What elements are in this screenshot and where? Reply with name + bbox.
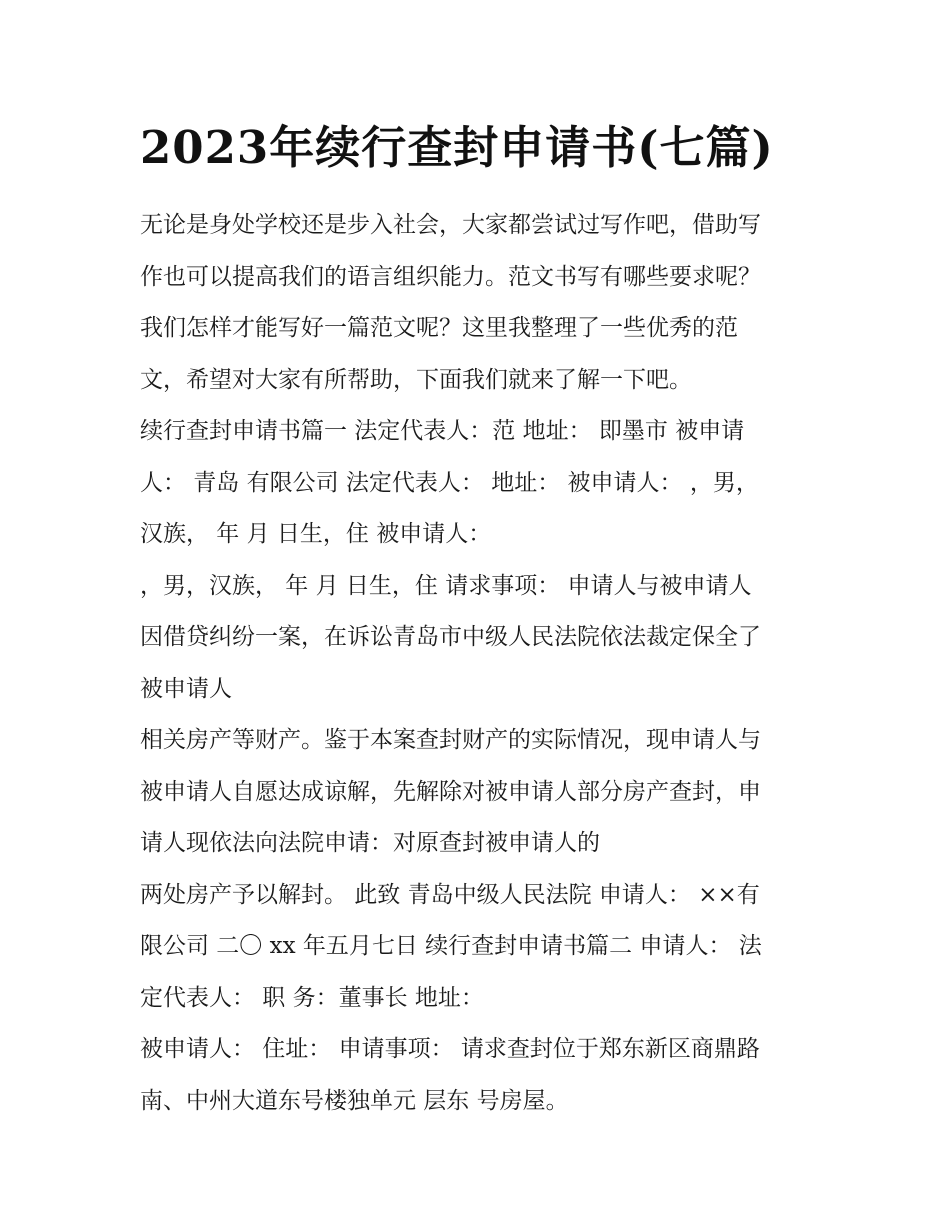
body-line: 无论是身处学校还是步入社会，大家都尝试过写作吧，借助写 [140,212,761,238]
body-line: 限公司 二〇 xx 年五月七日 续行查封申请书篇二 申请人： 法 [140,933,762,959]
body-line: 人： 青岛 有限公司 法定代表人： 地址： 被申请人： ，男， [140,469,759,496]
body-line: 两处房产予以解封。 此致 青岛中级人民法院 申请人： ××有 [140,881,760,908]
body-line: 被申请人： 住址： 申请事项： 请求查封位于郑东新区商鼎路 [140,1036,760,1062]
body-line: 文，希望对大家有所帮助，下面我们就来了解一下吧。 [140,366,692,393]
body-line: 作也可以提高我们的语言组织能力。范文书写有哪些要求呢？ [140,263,761,290]
body-line: 续行查封申请书篇一 法定代表人：范 地址： 即墨市 被申请 [140,418,745,444]
body-line: 被申请人 [140,675,232,702]
body-line: 被申请人自愿达成谅解，先解除对被申请人部分房产查封，申 [140,778,761,805]
body-line: 定代表人： 职 务：董事长 地址： [140,984,484,1011]
body-line: 因借贷纠纷一案，在诉讼青岛市中级人民法院依法裁定保全了 [140,624,761,650]
body-line: 我们怎样才能写好一篇范文呢？这里我整理了一些优秀的范 [140,315,738,341]
body-line: 汉族， 年 月 日生，住 被申请人： [140,521,492,547]
body-line: 请人现依法向法院申请：对原查封被申请人的 [140,830,600,856]
body-line: ，男，汉族， 年 月 日生，住 请求事项： 申请人与被申请人 [140,572,752,599]
document-body [140,200,820,1127]
body-line: 南、中州大道东号楼独单元 层东 号房屋。 [140,1087,569,1114]
body-line: 相关房产等财产。鉴于本案查封财产的实际情况，现申请人与 [140,727,761,753]
document-title: 2023年续行查封申请书(七篇) [140,121,774,174]
